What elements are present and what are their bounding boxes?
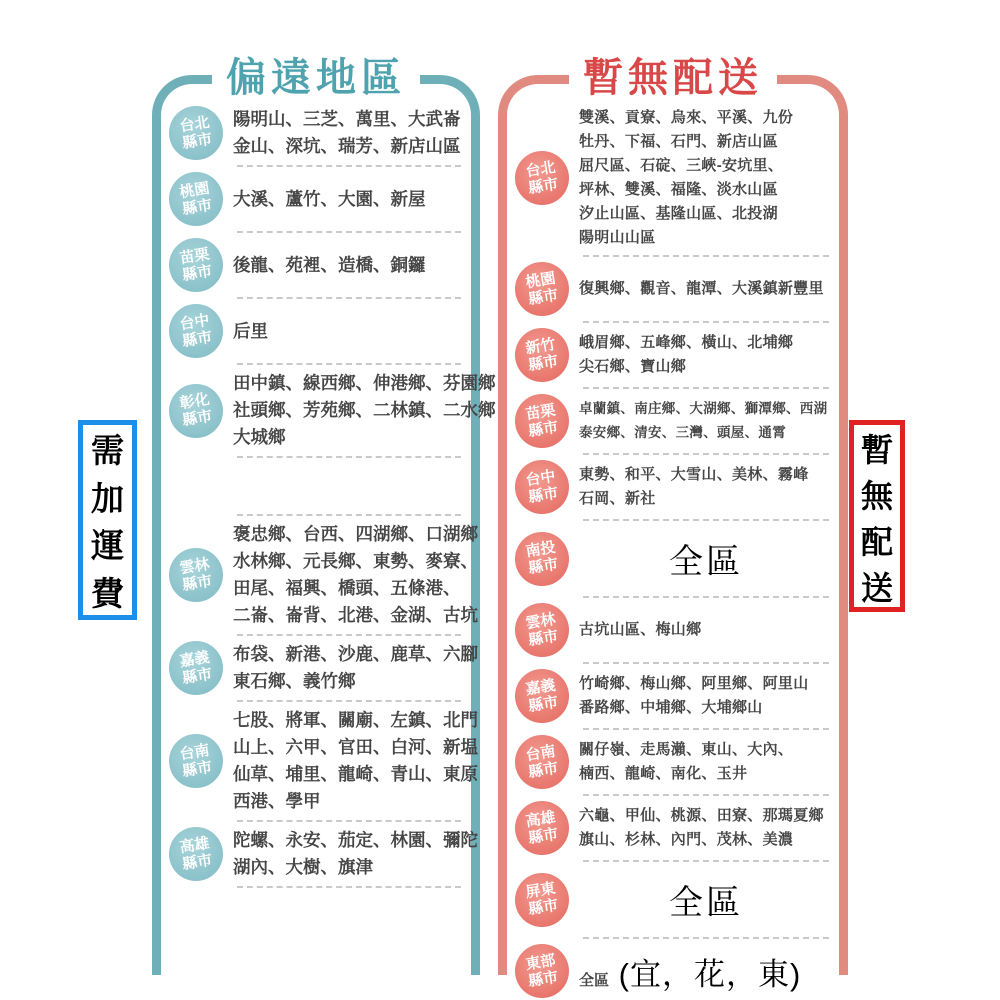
region-badge [515,460,569,514]
region-areas: 全區 [669,543,743,581]
area-line: 二崙、崙背、北港、金湖、古坑 [233,605,478,625]
area-line: 六龜、甲仙、桃源、田寮、那瑪夏鄉 [579,807,824,824]
region-badge-label: 屏東 縣市 [524,879,560,918]
area-line: 雙溪、貢寮、烏來、平溪、九份 [579,109,794,126]
label-char: 運 [91,527,124,565]
region-badge [169,641,223,695]
area-line: 尖石鄉、寶山鄉 [579,358,687,375]
region-areas [579,804,833,852]
area-line: 大溪、蘆竹、大園、新屋 [233,188,426,209]
label-char: 需 [91,432,124,470]
empty-row [169,457,465,515]
east-regions-text: (宜，花，東) [609,956,802,992]
area-line: 金山、深坑、瑞芳、新店山區 [233,136,461,156]
region-badge-label: 台南 縣市 [178,741,214,780]
region-badge-label: 桃園 縣市 [178,179,214,218]
region-badge [169,304,223,358]
area-line: 屈尺區、石碇、三峽-安坑里、 [579,157,784,174]
region-areas [579,106,833,250]
area-line: 社頭鄉、芳苑鄉、二林鎮、二水鄉 [233,400,496,420]
area-line: 峨眉鄉、五峰鄉、橫山、北埔鄉 [579,334,794,351]
region-areas [579,277,833,301]
label-char: 配 [860,524,893,560]
region-areas [233,252,465,279]
area-line: 后里 [233,320,268,341]
region-areas [579,463,833,511]
region-row [515,520,833,597]
region-badge [515,532,569,586]
area-line: 牡丹、下福、石門、新店山區 [579,133,778,150]
region-badge [169,548,223,602]
area-line: 竹崎鄉、梅山鄉、阿里鄉、阿里山 [579,675,809,692]
region-row [515,388,833,454]
area-line: 古坑山區、梅山鄉 [579,621,702,638]
region-row [169,635,478,701]
area-line: 後龍、苑裡、造橋、銅鑼 [233,254,426,275]
region-badge [515,603,569,657]
region-row [515,100,833,256]
region-areas [233,186,465,213]
label-char: 送 [860,570,893,606]
region-areas [233,318,465,345]
region-badge-label: 南投 縣市 [524,538,560,577]
area-line: 田中鎮、線西鄉、伸港鄉、芬園鄉 [233,373,496,393]
region-row [169,298,465,364]
region-badge-label: 台北 縣市 [524,158,560,197]
area-line: 復興鄉、觀音、龍潭、大溪鎮新豐里 [579,280,824,297]
region-areas [233,370,496,451]
region-badge-label: 台北 縣市 [178,113,214,152]
area-line: 田尾、福興、橋頭、五條港、 [233,578,461,598]
area-line: 東石鄉、義竹鄉 [233,671,356,691]
area-line: 陽明山、三芝、萬里、大武崙 [233,109,461,129]
region-badge [169,238,223,292]
no-delivery-panel [498,56,848,992]
region-row [515,322,833,388]
area-line: 湖內、大樹、旗津 [233,857,373,877]
region-badge-label: 台南 縣市 [524,742,560,781]
area-line: 七股、將軍、關廟、左鎮、北門 [233,710,478,730]
region-row [169,100,465,166]
region-row [515,795,833,861]
area-line: 東勢、和平、大雪山、美林、霧峰 [579,466,809,483]
region-badge [515,801,569,855]
region-row [515,938,833,1000]
area-line: 楠西、龍崎、南化、玉井 [579,765,748,782]
region-badge [515,394,569,448]
region-badge [515,873,569,927]
region-badge-label: 苗栗 縣市 [178,245,214,284]
region-badge [515,669,569,723]
region-badge-label: 嘉義 縣市 [524,676,560,715]
region-areas: 全區 [669,884,743,922]
region-badge-label: 高雄 縣市 [178,834,214,873]
label-char: 費 [91,574,124,612]
area-line: 布袋、新港、沙鹿、鹿草、六腳 [233,644,478,664]
area-line: 陀螺、永安、茄定、林園、彌陀 [233,830,478,850]
region-badge-label: 新竹 縣市 [524,335,560,374]
region-row [169,364,496,457]
region-badge [169,172,223,226]
full-area-prefix: 全區 [579,971,610,989]
region-badge-label: 台中 縣市 [178,311,214,350]
region-areas [233,641,478,695]
region-row [515,256,833,322]
region-badge-label: 高雄 縣市 [524,808,560,847]
region-areas [579,949,833,994]
area-line: 旗山、杉林、內門、茂林、美濃 [579,831,794,848]
label-char: 加 [91,479,124,517]
remote-areas-list [161,84,496,887]
region-badge [515,262,569,316]
area-line: 山上、六甲、官田、白河、新塭 [233,737,478,757]
region-badge-label: 台中 縣市 [524,467,560,506]
region-row [515,861,833,938]
region-badge-label: 雲林 縣市 [524,610,560,649]
region-badge-label: 雲林 縣市 [178,555,214,594]
region-row [515,663,833,729]
region-areas [233,707,478,815]
region-row [169,701,478,821]
region-badge [169,384,223,438]
area-line: 卓蘭鎮、南庄鄉、大湖鄉、獅潭鄉、西湖 [579,401,828,416]
region-badge [515,151,569,205]
no-delivery-list [507,84,839,1000]
area-line: 關仔嶺、走馬瀨、東山、大內、 [579,741,794,758]
extra-shipping-fee-label [78,420,137,620]
region-areas [579,397,833,445]
no-delivery-title: 暫無配送 [569,56,777,100]
remote-areas-panel [152,56,496,975]
region-badge-label: 嘉義 縣市 [178,648,214,687]
region-areas [233,827,478,881]
region-areas [233,521,478,629]
area-line: 大城鄉 [233,427,286,447]
area-line: 西港、學甲 [233,791,321,811]
region-badge [169,827,223,881]
region-badge [169,734,223,788]
area-line: 泰安鄉、清安、三灣、頭屋、通霄 [579,425,786,440]
region-row [169,166,465,232]
region-badge-label: 苗栗 縣市 [524,401,560,440]
region-row [515,454,833,520]
region-badge-label: 東部 縣市 [524,951,560,990]
region-row [515,729,833,795]
region-row [515,597,833,663]
remote-areas-title: 偏遠地區 [212,56,420,100]
region-row [169,515,478,635]
area-line: 汐止山區、基隆山區、北投湖 [579,205,778,222]
area-line: 石岡、新社 [579,490,656,507]
label-char: 暫 [860,432,893,468]
region-badge [169,106,223,160]
region-badge-label: 桃園 縣市 [524,269,560,308]
no-delivery-side-label [849,420,905,612]
region-badge-label: 彰化 縣市 [178,390,214,429]
area-line: 褒忠鄉、台西、四湖鄉、口湖鄉 [233,524,478,544]
region-areas [579,738,833,786]
region-areas [579,331,833,379]
region-row [169,232,465,298]
label-char: 無 [860,478,893,514]
area-line: 陽明山山區 [579,229,656,246]
region-areas [579,672,833,720]
region-badge [515,735,569,789]
region-areas [579,618,833,642]
area-line: 水林鄉、元長鄉、東勢、麥寮、 [233,551,478,571]
region-badge [515,328,569,382]
region-badge [515,944,569,998]
area-line: 坪林、雙溪、福隆、淡水山區 [579,181,778,198]
region-row [169,821,478,887]
region-areas [233,106,465,160]
area-line: 仙草、埔里、龍崎、青山、東原 [233,764,478,784]
area-line: 番路鄉、中埔鄉、大埔鄉山 [579,699,763,716]
